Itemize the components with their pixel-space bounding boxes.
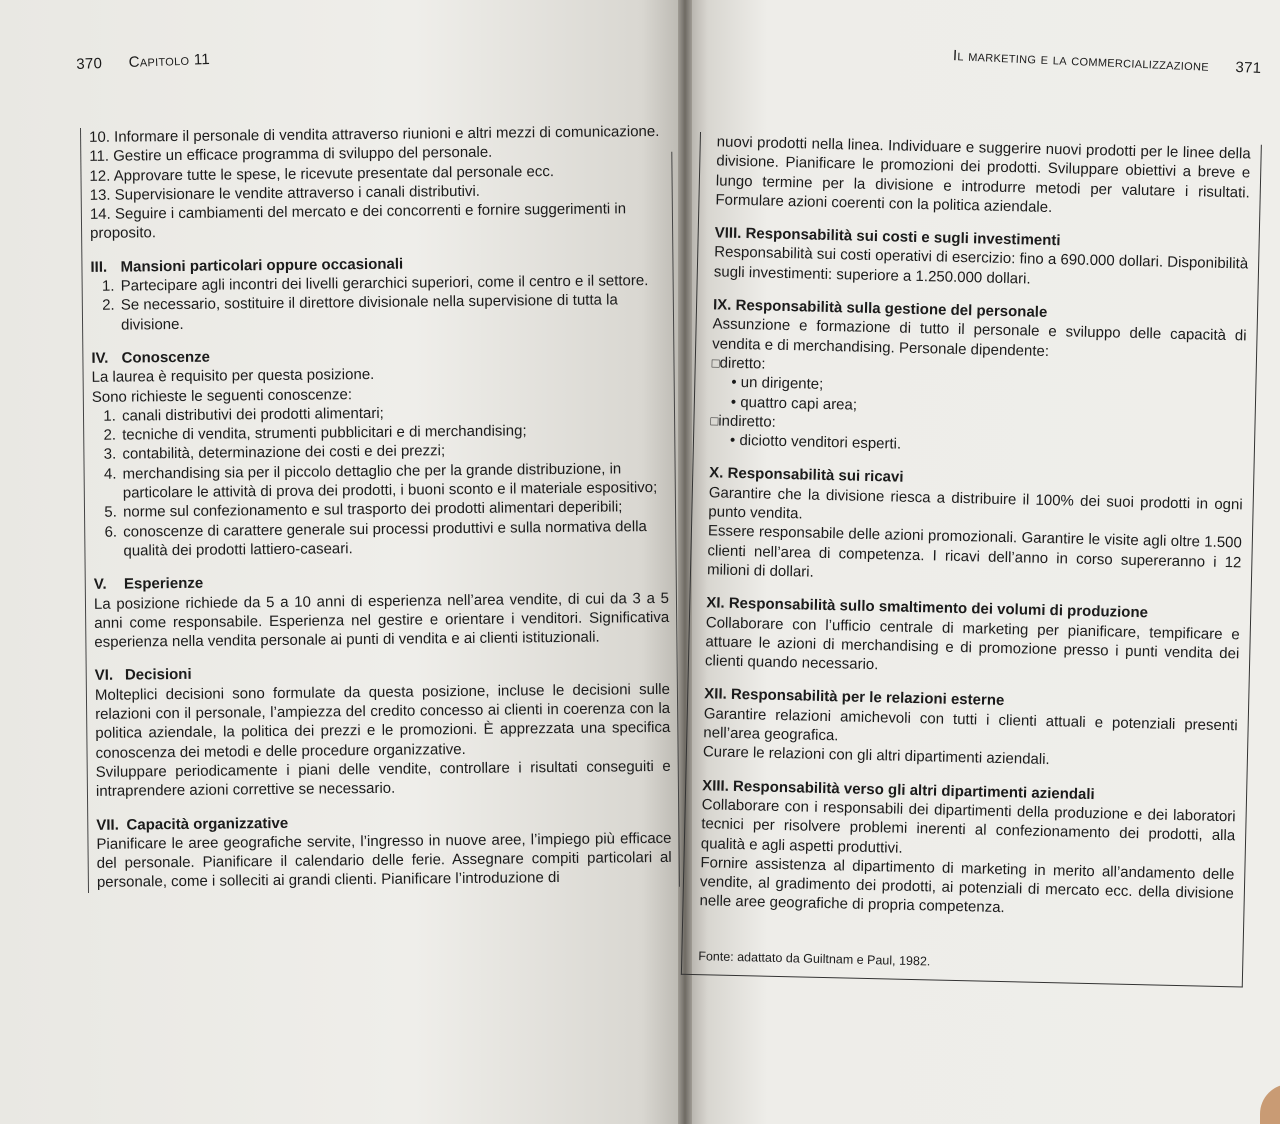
list-item: 11. Gestire un efficace programma di sviluppo del personale. xyxy=(89,143,493,166)
paragraph: Pianificare le aree geografiche servite, l’ingresso in nuove aree, l’impiego più efficace del personale. Pianificare il calendario delle ferie. Assegnare compiti particolari al personale, come i solleciti ai grandi clienti. Pianificare l’introduzione di xyxy=(96,829,672,892)
list-item: 4. merchandising sia per il piccolo dettaglio che per la grande distribuzione, in particolare le attività di prova dei prodotti, i buoni sconto e il materiale espositivo; xyxy=(121,459,668,503)
paragraph: Responsabilità sui costi operativi di esercizio: fino a 690.000 dollari. Disponibilità sugli investimenti: superiore a 1.250.000 dollari. xyxy=(713,243,1249,288)
right-page-number: 371 xyxy=(1235,58,1262,77)
paragraph: Garantire che la divisione riesca a distribuire il 100% dei suoi prodotti in ogni punto vendita. xyxy=(708,484,1243,523)
intro-list xyxy=(89,122,665,244)
paragraph: nuovi prodotti nella linea. Individuare e suggerire nuovi prodotti per le linee della divisione. Pianificare le promozioni dei prodotti. Sviluppare obiettivi a breve e lungo termine per la divisione e introdurre metodi per valutare i risultati. Formulare azioni coerenti con la politica aziendale. xyxy=(715,133,1251,216)
list-item: 10. Informare il personale di vendita attraverso riunioni e altri mezzi di comunicazione. xyxy=(89,122,660,146)
paragraph: Fornire assistenza al dipartimento di marketing in merito all’andamento delle vendite, al gradimento dei prodotti, ai potenziali di mercato ecc. della divisione nelle aree geografiche di propria competenza. xyxy=(699,853,1235,917)
section-title-vii: VII. Capacità organizzative xyxy=(96,814,289,834)
paragraph: Assunzione e formazione di tutto il personale e sviluppo delle capacità di vendita e di merchandising. Personale dipendente: xyxy=(712,315,1247,360)
paragraph: Garantire relazioni amichevoli con tutti i clienti attuali e potenziali presenti nell’area geografica. xyxy=(703,704,1238,745)
section-title-xiii: XIII. Responsabilità verso gli altri dipartimenti aziendali xyxy=(701,776,1095,803)
finger-edge xyxy=(1260,1084,1280,1124)
paragraph: Essere responsabile delle azioni promozionali. Garantire le visite agli oltre 1.500 clienti nell’area di competenza. I ricavi dell’anno in corso supereranno i 12 milioni di dollari. xyxy=(706,522,1243,581)
section-iii-list xyxy=(91,271,667,335)
section-title-viii: VIII. Responsabilità sui costi e sugli investimenti xyxy=(714,224,1061,250)
paragraph: La posizione richiede da 5 a 10 anni di esperienza nell’area vendite, di cui da 3 a 5 anni come responsabile. Esperienza nel gestire e orientare i venditori. Significativa esperienza nella vendita personale ai punti di vendita e ai clienti istituzionali. xyxy=(93,589,670,652)
left-page-number: 370 xyxy=(76,55,103,73)
right-chapter-title: Il marketing e la commercializzazione xyxy=(952,47,1210,75)
paragraph: Collaborare con i responsabili dei dipartimenti della produzione e dei laboratori tecnici per risolvere problemi inerenti al confezionamento dei prodotti, alla qualità e agli aspetti produttivi. xyxy=(700,796,1236,857)
section-title-xii: XII. Responsabilità per le relazioni esterne xyxy=(704,685,1005,710)
list-item: 2. tecniche di vendita, strumenti pubblicitari e di merchandising; xyxy=(120,420,667,445)
list-item: 6. conoscenze di carattere generale sui processi produttivi e sulla normativa della qualità dei prodotti lattiero-caseari. xyxy=(121,517,668,561)
checkbox-label-direct: □ diretto: xyxy=(712,353,1246,384)
right-page-body xyxy=(681,132,1262,988)
list-item: • quattro capi area; xyxy=(731,392,1245,423)
section-iv-list xyxy=(92,401,669,561)
section-title-vi: VI. Decisioni xyxy=(94,666,192,685)
list-item: 14. Seguire i cambiamenti del mercato e dei concorrenti e fornire suggerimenti in proposito. xyxy=(89,200,627,243)
list-item: • un dirigente; xyxy=(731,373,1245,404)
list-item: 3. contabilità, determinazione dei costi e dei prezzi; xyxy=(120,439,667,464)
list-item: • diciotto venditori esperti. xyxy=(730,431,1244,462)
paragraph: Curare le relazioni con gli altri dipartimenti aziendali. xyxy=(702,743,1050,769)
list-item: 2. Se necessario, sostituire il direttore divisionale nella supervisione di tutta la divisione. xyxy=(119,290,666,334)
paragraph: Sviluppare periodicamente i piani delle vendite, controllare i risultati conseguiti e intraprendere azioni correttive se necessario. xyxy=(95,757,671,801)
list-item: 13. Supervisionare le vendite attraverso i canali distributivi. xyxy=(89,182,480,204)
section-title-x: X. Responsabilità sui ricavi xyxy=(709,464,904,487)
list-item: 5. norme sul confezionamento e sul trasporto dei prodotti alimentari deperibili; xyxy=(121,497,668,522)
paragraph: Sono richieste le seguenti conoscenze: xyxy=(91,385,353,406)
paragraph: La laurea è requisito per questa posizione. xyxy=(91,366,375,387)
section-title-ix: IX. Responsabilità sulla gestione del personale xyxy=(712,296,1048,322)
list-item: 1. Partecipare agli incontri dei livelli gerarchici superiori, come il centro e il settore. xyxy=(119,271,666,296)
left-page-body xyxy=(80,122,672,893)
section-title-xi: XI. Responsabilità sullo smaltimento dei volumi di produzione xyxy=(706,594,1149,622)
section-title-v: V. Esperienze xyxy=(93,574,204,594)
section-title-iv: IV. Conoscenze xyxy=(91,348,211,367)
list-item: 12. Approvare tutte le spese, le ricevute presentate dal personale ecc. xyxy=(89,162,555,185)
list-item: 1. canali distributivi dei prodotti alimentari; xyxy=(120,401,667,426)
left-chapter-title: Capitolo 11 xyxy=(128,50,211,71)
section-title-iii: III. Mansioni particolari oppure occasionali xyxy=(90,255,404,276)
paragraph: Collaborare con l’ufficio centrale di marketing per pianificare, tempificare e attuare le azioni di merchandising e di promozione presso i punti vendita dei clienti quando necessario. xyxy=(704,613,1240,674)
paragraph: Molteplici decisioni sono formulate da questa posizione, incluse le decisioni sulle relazioni con il personale, l’ampiezza del credito concesso ai clienti in coerenza con la politica aziendale, la politica dei prezzi e le promozioni. È apprezzata una specifica conoscenza dei metodi e delle procedure organizzative. xyxy=(94,680,671,762)
source-note: Fonte: adattato da Guiltnam e Paul, 1982. xyxy=(698,948,931,969)
checkbox-label-indirect: □ indiretto: xyxy=(710,411,1244,442)
